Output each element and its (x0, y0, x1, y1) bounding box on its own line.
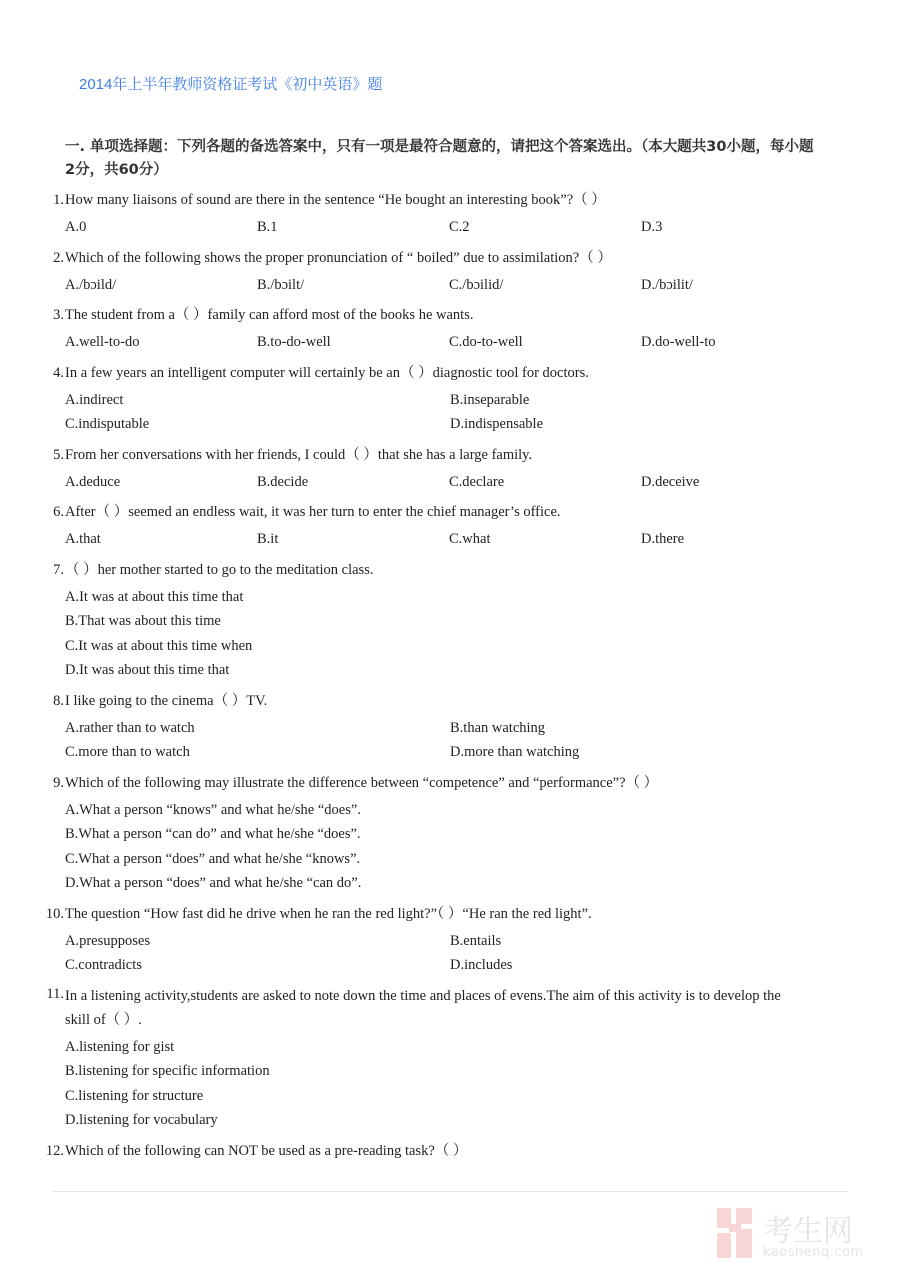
question-number: 11. (46, 985, 64, 1002)
option-d[interactable]: D.3 (641, 219, 663, 235)
option-b[interactable]: B.inseparable (450, 391, 530, 408)
question-number: 8. (53, 692, 64, 709)
option-a[interactable]: A.deduce (65, 473, 121, 490)
section-heading: 一. 单项选择题：下列各题的备选答案中，只有一项是最符合题意的，请把这个答案选出。（本大题共30小题，每小题2分，共60分） (65, 139, 814, 178)
option-row (65, 388, 845, 413)
options-4 (65, 388, 845, 437)
option-row (65, 929, 845, 954)
option-c[interactable]: C.indisputable (65, 416, 150, 432)
question-text: I like going to the cinema（ ）TV. (65, 692, 268, 709)
options-9 (65, 798, 845, 896)
question-text: Which of the following shows the proper pronunciation of “ boiled” due to assimilation?（ ） (65, 249, 612, 266)
question-text: In a few years an intelligent computer will certainly be an（ ）diagnostic tool for doctors. (65, 364, 589, 381)
option-row (65, 609, 845, 634)
option-row (65, 871, 845, 896)
question-text: From her conversations with her friends, I could（ ）that she has a large family. (65, 446, 533, 463)
question-5 (53, 441, 795, 470)
option-d[interactable]: D.What a person “does” and what he/she “can do”. (65, 875, 362, 891)
option-row (65, 1108, 845, 1133)
option-c[interactable]: C.contradicts (65, 957, 142, 973)
question-3 (53, 301, 795, 330)
options-2 (65, 273, 845, 298)
option-row (65, 527, 845, 552)
option-row (65, 273, 845, 298)
option-row (65, 740, 845, 765)
option-b[interactable]: B.That was about this time (65, 613, 221, 629)
option-a[interactable]: A.well-to-do (65, 334, 140, 350)
option-row (65, 215, 845, 240)
option-row (65, 847, 845, 872)
option-a[interactable]: A.that (65, 531, 101, 547)
question-2 (53, 244, 795, 273)
option-b[interactable]: B.1 (257, 219, 278, 235)
option-b[interactable]: B.it (257, 531, 279, 547)
option-d[interactable]: D.do-well-to (641, 334, 716, 350)
option-d[interactable]: D./bɔilit/ (641, 276, 693, 293)
option-d[interactable]: D.more than watching (450, 744, 580, 760)
option-row (65, 470, 845, 495)
question-number: 2. (53, 249, 64, 266)
option-b[interactable]: B.listening for specific information (65, 1063, 270, 1079)
question-number: 4. (53, 364, 64, 381)
option-a[interactable]: A.presupposes (65, 932, 150, 949)
option-b[interactable]: B.entails (450, 932, 502, 949)
option-b[interactable]: B.than watching (450, 719, 546, 736)
option-a[interactable]: A.rather than to watch (65, 719, 195, 736)
option-a[interactable]: A.What a person “knows” and what he/she “does”. (65, 801, 361, 818)
options-8 (65, 716, 845, 765)
question-number: 1. (53, 192, 64, 208)
option-a[interactable]: A.It was at about this time that (65, 588, 244, 605)
question-text: （ ）her mother started to go to the meditation class. (65, 561, 374, 578)
option-row (65, 330, 845, 355)
option-c[interactable]: C./bɔilid/ (449, 276, 504, 293)
option-d[interactable]: D.includes (450, 957, 513, 973)
options-7 (65, 585, 845, 683)
question-text: In a listening activity,students are asked to note down the time and places of evens.The aim of this activity is to develop the skill of（ ）. (65, 987, 781, 1028)
question-text: Which of the following may illustrate the difference between “competence” and “performance”?（ ） (65, 774, 659, 791)
option-row (65, 1059, 845, 1084)
option-row (65, 716, 845, 741)
option-c[interactable]: C.It was at about this time when (65, 637, 253, 654)
option-row (65, 1035, 845, 1060)
option-a[interactable]: A.listening for gist (65, 1038, 175, 1055)
option-d[interactable]: D.listening for vocabulary (65, 1112, 218, 1128)
options-10 (65, 929, 845, 978)
question-text: Which of the following can NOT be used as a pre-reading task?（ ） (65, 1142, 468, 1159)
option-c[interactable]: C.listening for structure (65, 1087, 204, 1104)
option-a[interactable]: A./bɔild/ (65, 276, 117, 293)
question-6 (53, 498, 795, 527)
option-row (65, 412, 845, 437)
option-row (65, 634, 845, 659)
options-6 (65, 527, 845, 552)
question-10 (45, 900, 795, 929)
question-number: 6. (53, 504, 64, 520)
option-b[interactable]: B.to-do-well (257, 334, 331, 350)
question-7 (53, 556, 795, 585)
option-c[interactable]: C.what (449, 531, 491, 547)
option-b[interactable]: B.What a person “can do” and what he/she “does”. (65, 826, 361, 842)
option-d[interactable]: D.deceive (641, 473, 700, 490)
option-row (65, 658, 845, 683)
option-row (65, 1084, 845, 1109)
question-text: How many liaisons of sound are there in the sentence “He bought an interesting book”?（ ） (65, 192, 606, 208)
footer-divider (52, 1191, 848, 1192)
question-1 (53, 186, 795, 215)
options-3 (65, 330, 845, 355)
option-row (65, 822, 845, 847)
option-b[interactable]: B.decide (257, 473, 309, 490)
question-9 (53, 769, 795, 798)
option-c[interactable]: C.do-to-well (449, 334, 523, 350)
question-number: 12. (45, 1142, 64, 1159)
option-row (65, 585, 845, 610)
option-row (65, 798, 845, 823)
question-text: The question “How fast did he drive when he ran the red light?”（ ）“He ran the red light”. (65, 905, 592, 922)
options-5 (65, 470, 845, 495)
option-row (65, 953, 845, 978)
question-12 (45, 1137, 795, 1166)
question-number: 9. (53, 774, 64, 791)
question-number: 5. (53, 446, 64, 463)
option-c[interactable]: C.more than to watch (65, 744, 190, 760)
option-a[interactable]: A.indirect (65, 391, 124, 408)
kaosheng-logo (717, 1208, 882, 1258)
option-b[interactable]: B./bɔilt/ (257, 276, 305, 293)
question-4 (53, 359, 795, 388)
question-8 (53, 687, 795, 716)
svg-text:考生网: 考生网 (763, 1214, 853, 1249)
question-number: 3. (53, 307, 64, 323)
document-title: 2014年上半年教师资格证考试《初中英语》题 (79, 76, 383, 93)
options-1 (65, 215, 845, 240)
options-11 (65, 1035, 845, 1133)
option-a[interactable]: A.0 (65, 219, 87, 235)
question-number: 7. (53, 561, 64, 578)
question-number: 10. (45, 905, 64, 922)
option-c[interactable]: C.2 (449, 219, 470, 235)
question-list (0, 186, 860, 1166)
option-d[interactable]: D.It was about this time that (65, 662, 230, 678)
question-text: After（ ）seemed an endless wait, it was her turn to enter the chief manager’s office. (65, 504, 561, 520)
question-text: The student from a（ ）family can afford most of the books he wants. (65, 307, 474, 323)
option-d[interactable]: D.indispensable (450, 416, 544, 432)
option-c[interactable]: C.What a person “does” and what he/she “knows”. (65, 850, 361, 867)
option-c[interactable]: C.declare (449, 473, 505, 490)
question-11 (46, 982, 795, 1035)
svg-text:kaosheng.com: kaosheng.com (763, 1245, 864, 1258)
option-d[interactable]: D.there (641, 531, 685, 547)
